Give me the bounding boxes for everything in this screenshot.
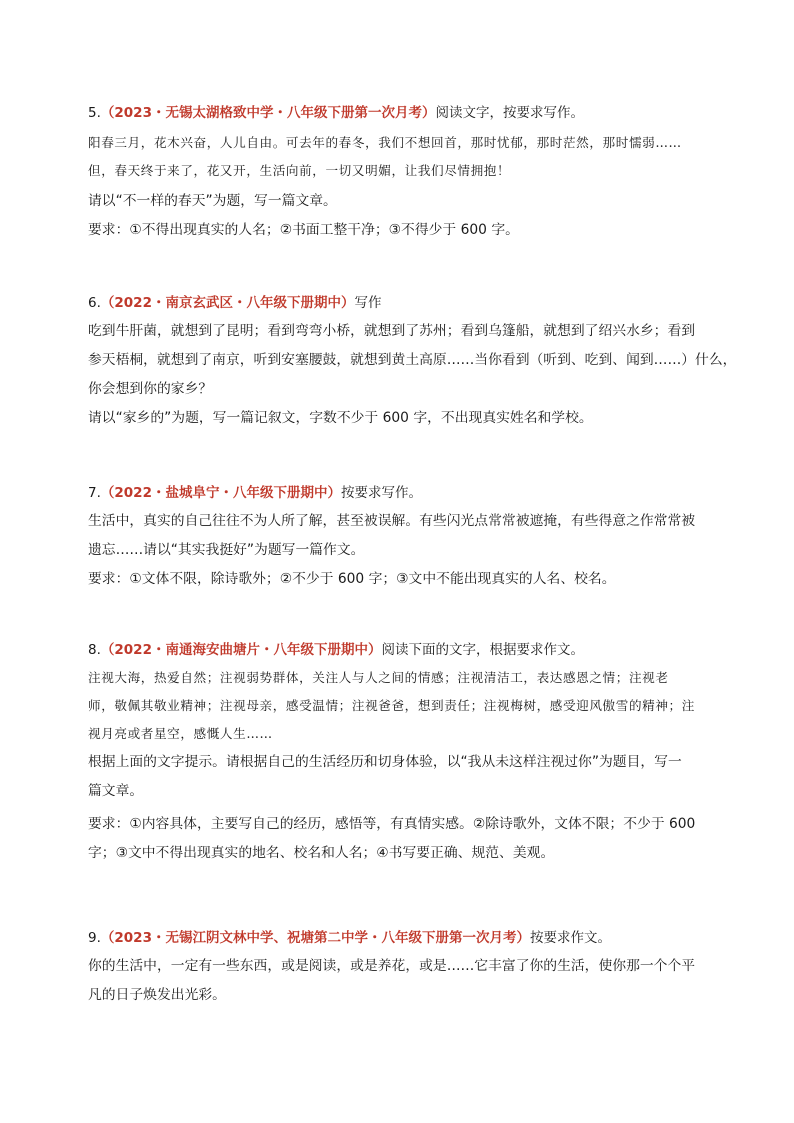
question-9 — [88, 928, 733, 1010]
prompt-line: 阳春三月，花木兴奋，人儿自由。可去年的春冬，我们不想回首，那时忧郁，那时茫然，那时懦弱…… — [88, 135, 682, 150]
body-line: 遗忘……请以“其实我挺好”为题写一篇作文。 — [88, 542, 365, 558]
requirements — [88, 187, 733, 245]
prompt-text — [88, 129, 733, 185]
question-number: 8. — [88, 642, 101, 658]
prompt-line: 视月亮或者星空，感慨人生…… — [88, 726, 273, 741]
prompt-line: 但，春天终于来了，花又开，生活向前，一切又明媚，让我们尽情拥抱！ — [88, 163, 511, 178]
question-number: 5. — [88, 105, 101, 121]
prompt-line: 注视大海，热爱自然；注视弱势群体，关注人与人之间的情感；注视清洁工，表达感恩之情；注视老 — [88, 670, 669, 685]
question-header — [88, 103, 733, 123]
body-line: 根据上面的文字提示。请根据自己的生活经历和切身体验，以“我从未这样注视过你”为题目，写一 — [88, 754, 682, 770]
body-line: 参天梧桐，就想到了南京，听到安塞腰鼓，就想到黄土高原……当你看到（听到、吃到、闻到……）什么， — [88, 352, 737, 368]
question-8 — [88, 640, 733, 868]
question-number: 9. — [88, 930, 101, 946]
question-instruction: 按要求写作。 — [340, 485, 422, 501]
question-source: （2022・南通海安曲塘片・八年级下册期中） — [100, 642, 382, 658]
body-line: 篇文章。 — [88, 783, 144, 799]
question-header — [88, 640, 733, 660]
body-line: 你的生活中，一定有一些东西，或是阅读，或是养花，或是……它丰富了你的生活，使你那一个个平 — [88, 958, 696, 974]
question-header — [88, 293, 733, 313]
requirement-line: 要求：①内容具体，主要写自己的经历，感悟等，有真情实感。②除诗歌外，文体不限；不少于 600 — [88, 816, 696, 832]
question-6 — [88, 293, 737, 433]
question-number: 6. — [88, 295, 101, 311]
question-instruction: 阅读下面的文字，根据要求作文。 — [381, 642, 584, 658]
requirement-line: 请以“家乡的”为题，写一篇记叙文，字数不少于 600 字，不出现真实姓名和学校。 — [88, 410, 593, 426]
requirements — [88, 810, 733, 868]
prompt-line: 师，敬佩其敬业精神；注视母亲，感受温情；注视爸爸，想到责任；注视梅树，感受迎风傲雪的精神；注 — [88, 698, 695, 713]
question-source: （2023・无锡江阴文林中学、祝塘第二中学・八年级下册第一次月考） — [100, 930, 530, 946]
question-body — [88, 507, 733, 594]
requirement-line: 要求：①不得出现真实的人名；②书面工整干净；③不得少于 600 字。 — [88, 222, 519, 238]
question-body — [88, 748, 733, 806]
question-source: （2023・无锡太湖格致中学・八年级下册第一次月考） — [100, 105, 436, 121]
body-line: 吃到牛肝菌，就想到了昆明；看到弯弯小桥，就想到了苏州；看到乌篷船，就想到了绍兴水乡；看到 — [88, 323, 696, 339]
question-header — [88, 483, 733, 503]
body-line: 生活中，真实的自己往往不为人所了解，甚至被误解。有些闪光点常常被遮掩，有些得意之作常常被 — [88, 513, 696, 529]
body-line: 凡的日子焕发出光彩。 — [88, 987, 226, 1003]
question-instruction: 写作 — [354, 295, 382, 311]
body-line: 你会想到你的家乡？ — [88, 381, 213, 397]
question-source: （2022・盐城阜宁・八年级下册期中） — [100, 485, 341, 501]
question-7 — [88, 483, 733, 594]
requirement-line: 要求：①文体不限，除诗歌外；②不少于 600 字；③文中不能出现真实的人名、校名。 — [88, 571, 616, 587]
requirement-line: 字；③文中不得出现真实的地名、校名和人名；④书写要正确、规范、美观。 — [88, 845, 555, 861]
question-5 — [88, 103, 733, 245]
question-body — [88, 952, 733, 1010]
question-instruction: 阅读文字，按要求写作。 — [435, 105, 584, 121]
question-body — [88, 317, 737, 433]
requirement-line: 请以“不一样的春天”为题，写一篇文章。 — [88, 193, 337, 209]
question-header — [88, 928, 733, 948]
question-source: （2022・南京玄武区・八年级下册期中） — [100, 295, 355, 311]
question-instruction: 按要求作文。 — [529, 930, 611, 946]
prompt-text — [88, 664, 733, 748]
question-number: 7. — [88, 485, 101, 501]
